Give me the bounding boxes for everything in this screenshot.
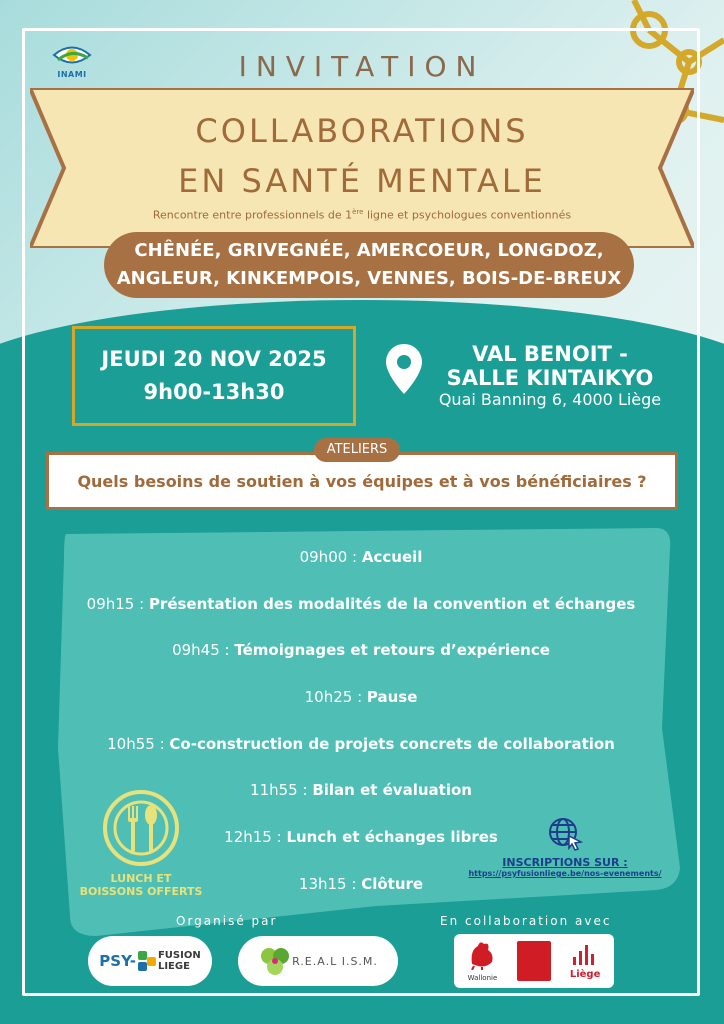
zones-line2: ANGLEUR, KINKEMPOIS, VENNES, BOIS-DE-BREUX	[116, 268, 622, 289]
event-time: 9h00-13h30	[143, 380, 285, 404]
subtitle-part1: Rencontre entre professionnels de 1	[152, 208, 353, 222]
event-title-line1: COLLABORATIONS	[195, 112, 529, 150]
puzzle-icon	[136, 949, 158, 973]
psy-fusion-liege-logo	[88, 936, 212, 986]
agenda-time: 10h25	[304, 688, 353, 707]
liege-logo-text: LIEGE	[157, 961, 190, 972]
venue-block	[420, 342, 680, 410]
inscriptions-block[interactable]	[460, 816, 670, 878]
realism-logo-text: R.E.A.L I.S.M.	[292, 954, 378, 968]
plate-cutlery-icon	[101, 788, 181, 868]
agenda-item	[56, 587, 666, 634]
agenda-activity: Témoignages et retours d’expérience	[234, 641, 550, 660]
agenda-activity: Lunch et échanges libres	[286, 828, 498, 847]
inscriptions-title: INSCRIPTIONS SUR :	[502, 856, 628, 869]
agenda-activity: Co-construction de projets concrets de collaboration	[169, 734, 615, 753]
event-date: JEUDI 20 NOV 2025	[101, 347, 327, 371]
subtitle-part2: ligne et psychologues conventionnés	[363, 208, 572, 222]
agenda-time: 11h55	[250, 781, 298, 800]
psy-logo-text: PSY-	[99, 952, 136, 970]
wallonie-logo-text: Wallonie	[467, 974, 498, 982]
organised-by-label: Organisé par	[176, 914, 278, 928]
collaboration-label: En collaboration avec	[440, 914, 612, 928]
subtitle-sup: ère	[352, 208, 364, 216]
agenda-item	[56, 633, 666, 680]
event-subtitle	[0, 208, 724, 222]
venue-name-line1: VAL BENOIT -	[472, 342, 628, 366]
agenda-separator: :	[297, 781, 313, 800]
inscriptions-link[interactable]: https://psyfusionliege.be/nos-evenements/	[468, 869, 662, 878]
agenda-activity: Clôture	[361, 874, 424, 893]
agenda-time: 09h15	[86, 594, 135, 613]
ateliers-question: Quels besoins de soutien à vos équipes et à vos bénéficiaires ?	[46, 452, 678, 510]
agenda-time: 09h45	[172, 641, 220, 660]
agenda-activity: Bilan et évaluation	[312, 781, 472, 800]
pcs-logo	[517, 941, 551, 981]
agenda-time: 13h15	[298, 874, 347, 893]
agenda-separator: :	[346, 874, 362, 893]
partners-logos	[454, 934, 614, 988]
agenda-time: 12h15	[224, 828, 272, 847]
realism-logo	[238, 936, 398, 986]
lunch-line1: LUNCH ET	[110, 872, 172, 885]
date-box	[72, 326, 356, 426]
invitation-heading: INVITATION	[238, 50, 486, 83]
lunch-info	[66, 788, 216, 898]
agenda-item	[56, 540, 666, 587]
agenda-time: 09h00	[299, 548, 348, 566]
realism-circles-icon	[258, 944, 292, 978]
ateliers-tag: ATELIERS	[314, 438, 400, 462]
event-title-line2: EN SANTÉ MENTALE	[178, 162, 546, 200]
liege-city-logo	[570, 943, 601, 980]
agenda-separator: :	[134, 594, 149, 613]
liege-bars-icon	[570, 943, 596, 965]
agenda-separator: :	[347, 548, 362, 566]
zones-line1: CHÊNÉE, GRIVEGNÉE, AMERCOEUR, LONGDOZ,	[134, 240, 604, 261]
agenda-activity: Présentation des modalités de la convention et échanges	[148, 594, 636, 613]
venue-address: Quai Banning 6, 4000 Liège	[438, 390, 662, 409]
agenda-separator: :	[219, 641, 235, 660]
fusion-logo-text: FUSION	[157, 950, 201, 961]
agenda-separator: :	[352, 688, 367, 707]
agenda-separator: :	[154, 734, 170, 753]
wallonie-logo	[468, 940, 498, 982]
globe-cursor-icon	[547, 816, 583, 852]
agenda-item	[56, 727, 666, 774]
liege-city-logo-text: Liège	[569, 968, 601, 980]
agenda-time: 10h55	[107, 734, 155, 753]
inami-logo-label: INAMI	[57, 70, 87, 79]
agenda-activity: Pause	[366, 688, 418, 707]
location-pin-icon	[386, 344, 422, 394]
agenda-separator: :	[271, 828, 287, 847]
venue-name-line2: SALLE KINTAIKYO	[446, 366, 654, 390]
lunch-line2: BOISSONS OFFERTS	[79, 885, 203, 898]
agenda-item	[56, 680, 666, 727]
agenda-activity: Accueil	[361, 548, 423, 566]
zones-pill	[104, 232, 634, 298]
rooster-icon	[468, 940, 496, 970]
